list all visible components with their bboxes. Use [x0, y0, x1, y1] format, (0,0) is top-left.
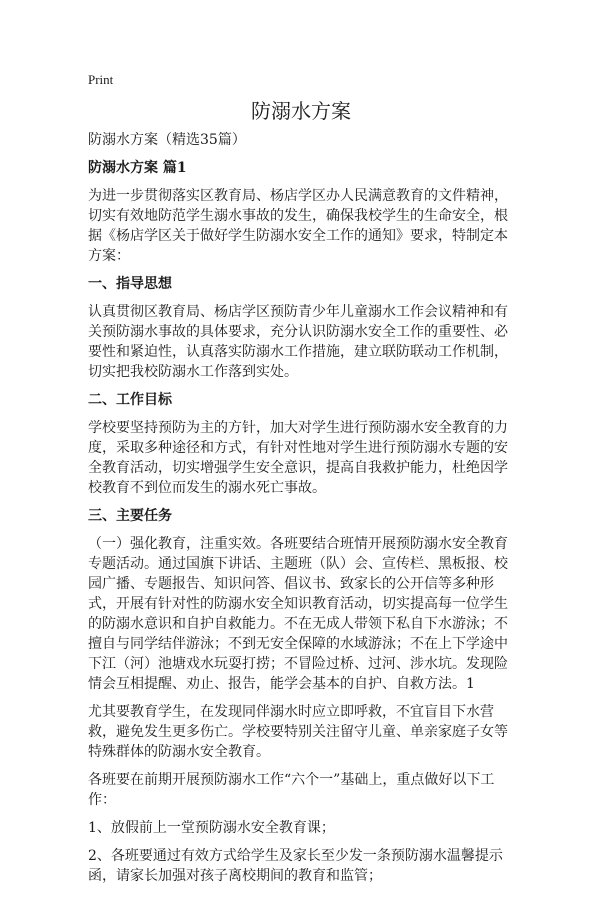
print-link[interactable]: Print	[88, 72, 114, 87]
list-item: 1、放假前上一堂预防溺水安全教育课；	[88, 820, 335, 836]
section-heading: 二、工作目标	[88, 392, 172, 408]
intro-paragraph: 为进一步贯彻落实区教育局、杨店学区办人民满意教育的文件精神，切实有效地防范学生溺水事故的发生，确保我校学生的生命安全，根据《杨店学区关于做好学生防溺水安全工作的通知》要求，特制定本方案：	[88, 188, 508, 264]
article-heading: 防溺水方案 篇1	[88, 160, 187, 176]
paragraph: 尤其要教育学生，在发现同伴溺水时应立即呼救，不宜盲目下水营救，避免发生更多伤亡。学校要特别关注留守儿童、单亲家庭子女等特殊群体的防溺水安全教育。	[88, 704, 508, 760]
section-paragraph: 学校要坚持预防为主的方针，加大对学生进行预防溺水安全教育的力度，采取多种途径和方式，有针对性地对学生进行预防溺水专题的安全教育活动，切实增强学生安全意识，提高自我救护能力，杜绝因学校教育不到位而发生的溺水死亡事故。	[88, 420, 508, 496]
section-paragraph: 认真贯彻区教育局、杨店学区预防青少年儿童溺水工作会议精神和有关预防溺水事故的具体要求，充分认识防溺水安全工作的重要性、必要性和紧迫性，认真落实防溺水工作措施，建立联防联动工作机制，切实把我校防溺水工作落到实处。	[88, 304, 508, 380]
section-heading: 一、指导思想	[88, 276, 172, 292]
paragraph: （一）强化教育，注重实效。各班要结合班情开展预防溺水安全教育专题活动。通过国旗下讲话、主题班（队）会、宣传栏、黑板报、校园广播、专题报告、知识问答、倡议书、致家长的公开信等多种形式，开展有针对性的防溺水安全知识教育活动，切实提高每一位学生的防溺水意识和自护自救能力。不在无成人带领下私自下水游泳；不擅自与同学结伴游泳；不到无安全保障的水域游泳；不在上下学途中下江（河）池塘戏水玩耍打捞；不冒险过桥、过河、涉水坑。发现险情会互相提醒、劝止、报告，能学会基本的自护、自救方法。1	[88, 536, 508, 692]
subtitle: 防溺水方案（精选35篇）	[88, 132, 246, 148]
paragraph: 各班要在前期开展预防溺水工作“六个一”基础上，重点做好以下工作：	[88, 772, 495, 808]
section-heading: 三、主要任务	[88, 508, 172, 524]
page-title: 防溺水方案	[251, 99, 351, 123]
list-item: 2、各班要通过有效方式给学生及家长至少发一条预防溺水温馨提示函，请家长加强对孩子离校期间的教育和监管；	[88, 848, 503, 884]
